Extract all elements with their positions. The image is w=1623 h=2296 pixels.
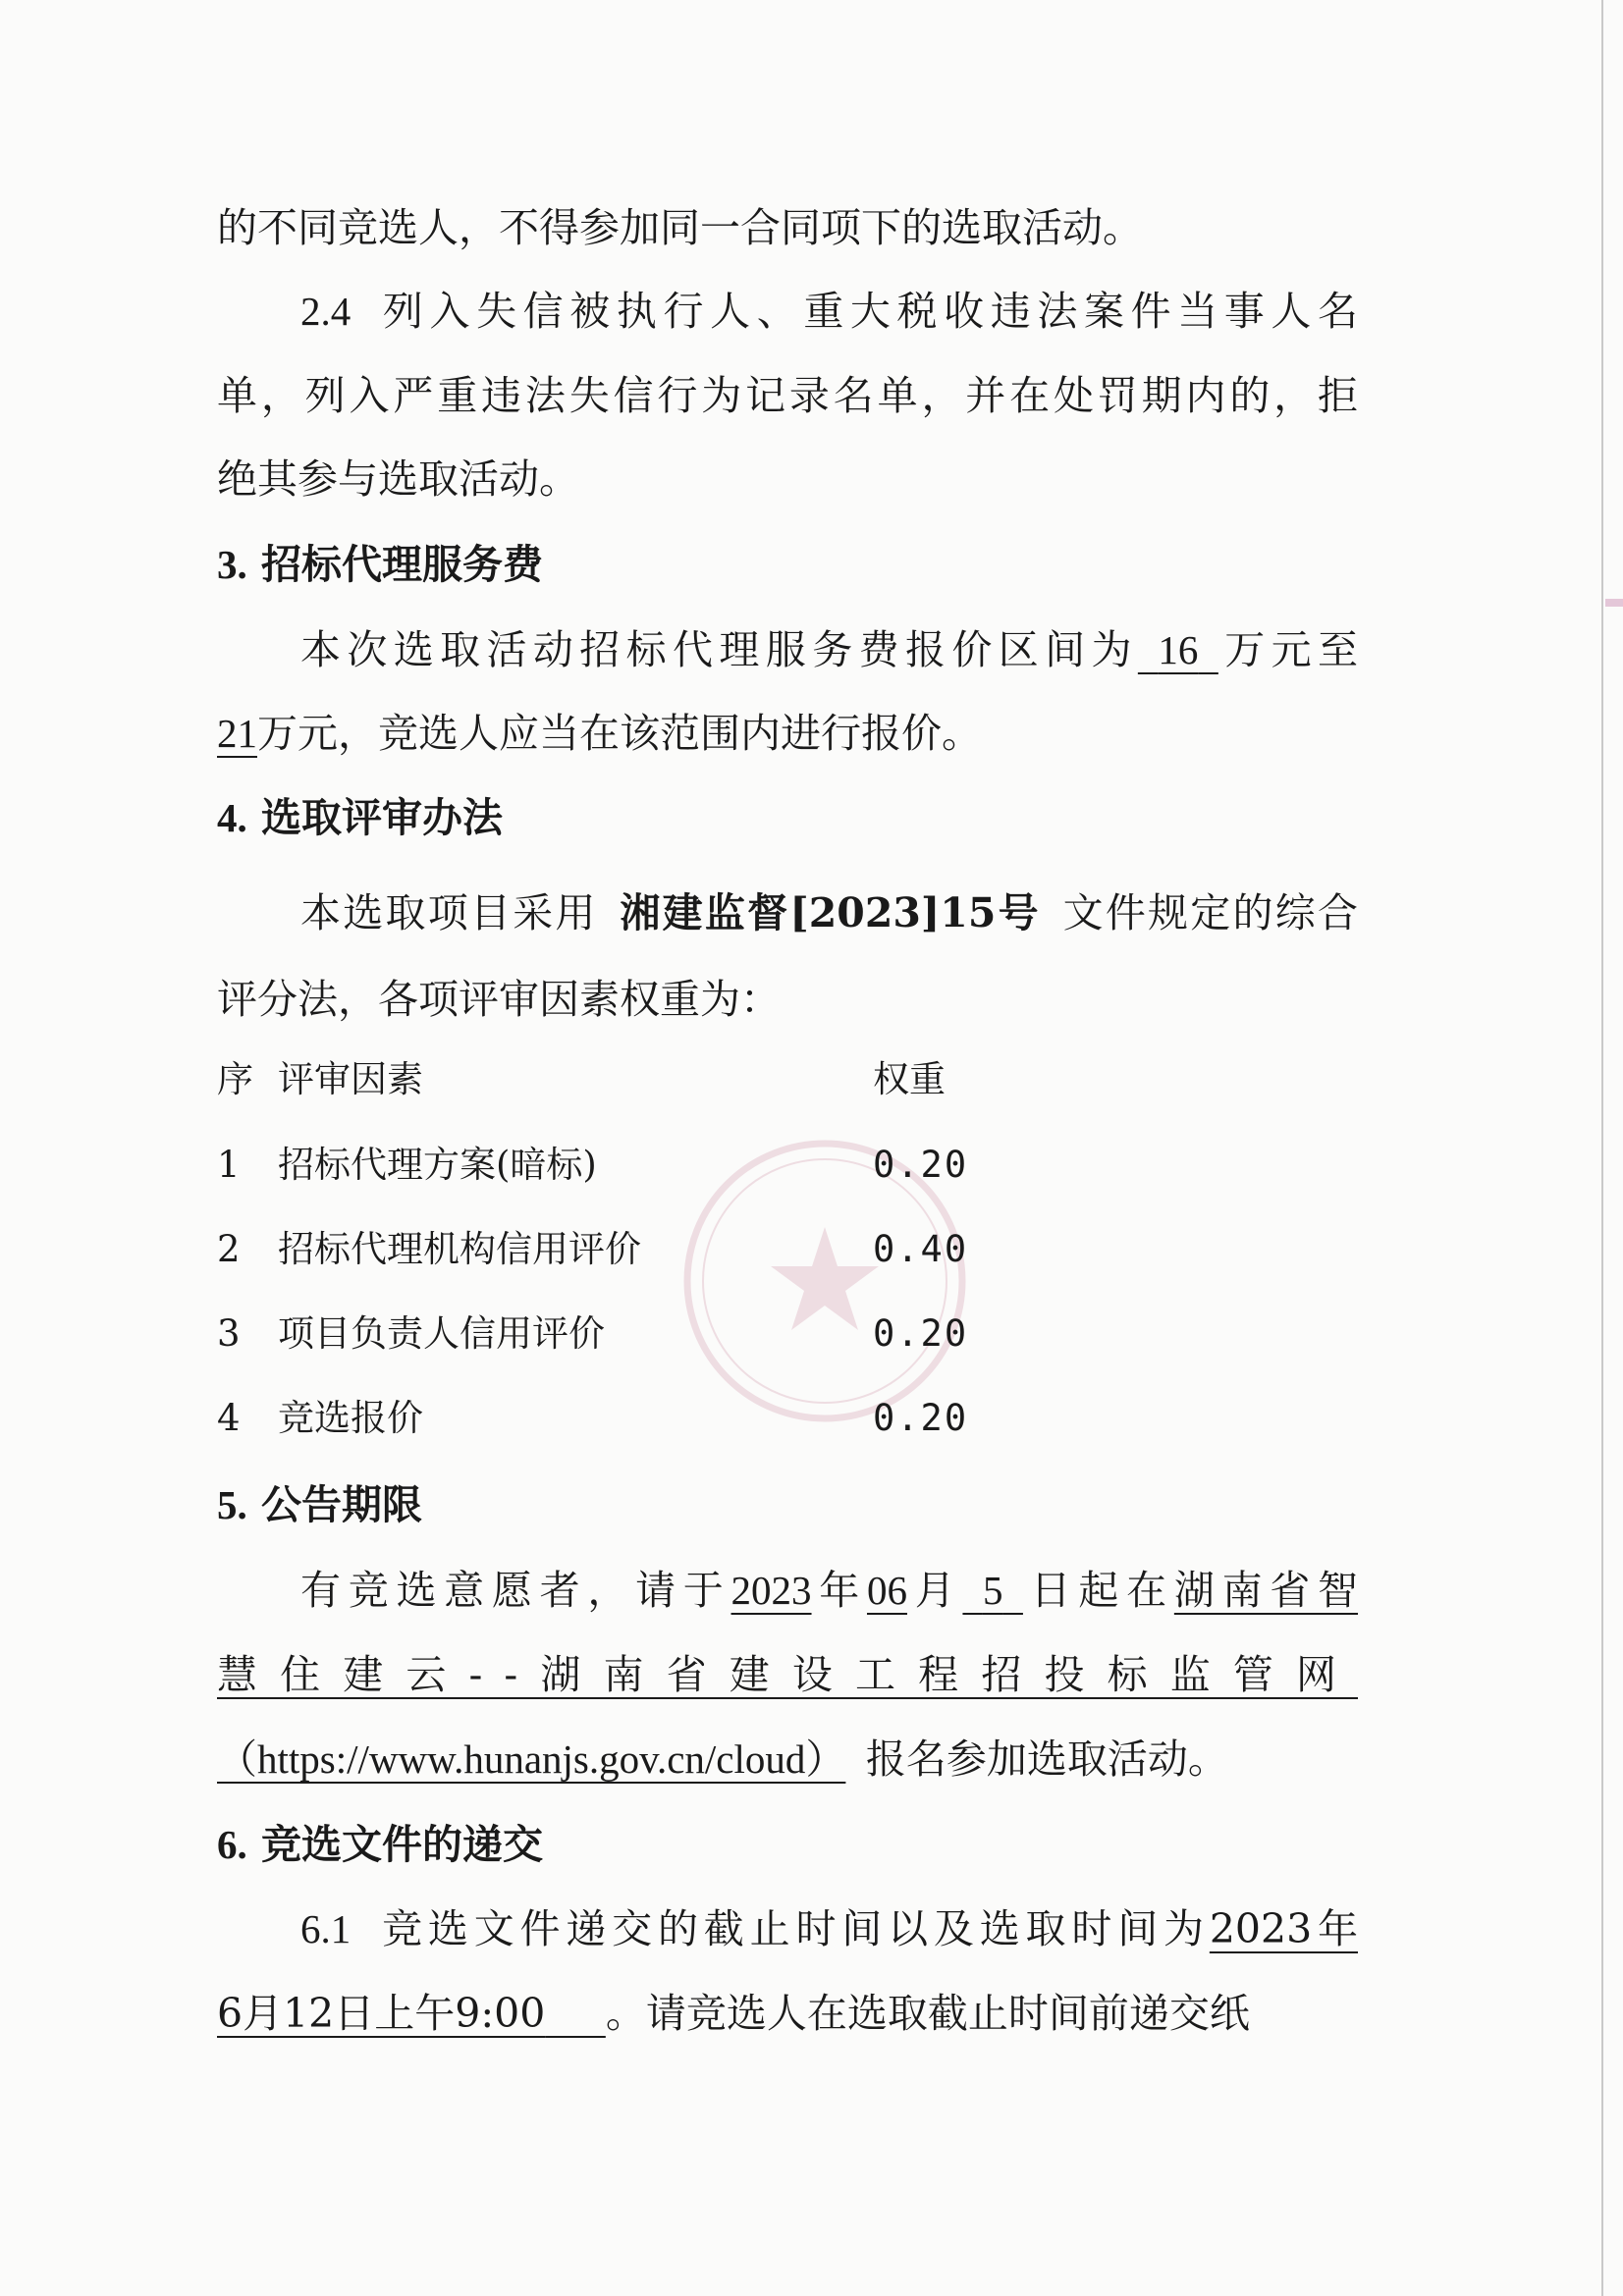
paragraph-text: 月	[906, 1567, 963, 1614]
section-title: 竞选文件的递交	[261, 1821, 544, 1868]
continuation-text: 的不同竞选人，不得参加同一合同项下的选取活动。	[217, 204, 1143, 251]
section-title: 招标代理服务费	[261, 541, 544, 588]
clause-2-4-line-2	[217, 366, 1358, 425]
clause-text: 列入失信被执行人、重大税收违法案件当事人名	[376, 288, 1358, 335]
header-no: 序	[217, 1058, 253, 1100]
row-weight: 0.20	[873, 1144, 969, 1186]
row-no: 3	[217, 1312, 241, 1355]
fee-min-value	[1138, 627, 1218, 672]
row-factor: 招标代理方案(暗标)	[278, 1144, 597, 1186]
platform-name-part-2: 慧住建云--湖南省建设工程招投标监管网	[217, 1651, 1358, 1698]
section-5-line-2	[217, 1645, 1358, 1704]
paragraph-text: 日起在	[1022, 1567, 1174, 1614]
date-day: 5	[982, 1568, 1003, 1613]
paragraph-text: 万元至	[1217, 626, 1359, 673]
paragraph-text: 有竞选意愿者，请于	[300, 1567, 731, 1614]
clause-text: 单，列入严重违法失信行为记录名单，并在处罚期内的，拒	[217, 372, 1358, 419]
section-6-line-2	[217, 1984, 1358, 2043]
row-factor: 招标代理机构信用评价	[278, 1228, 641, 1270]
paragraph-text: 报名参加选取活动。	[865, 1735, 1228, 1783]
row-weight: 0.40	[873, 1228, 969, 1270]
clause-2-4-line-1	[300, 282, 1358, 341]
regulation-reference: 湘建监督[2023]15号	[618, 889, 1041, 936]
section-4-line-2	[217, 970, 1358, 1029]
fee-min: 16	[1158, 627, 1199, 672]
section-5-line-3	[217, 1730, 1358, 1789]
platform-name-part-1: 湖南省智	[1173, 1567, 1359, 1614]
section-6-line-1	[300, 1899, 1358, 1958]
date-year: 2023	[730, 1568, 812, 1613]
fee-max: 21	[217, 711, 257, 756]
paragraph-text: 评分法，各项评审因素权重为：	[217, 976, 781, 1023]
paragraph-text: 。请竞选人在选取截止时间前递交纸	[605, 1990, 1250, 2037]
section-number: 3.	[217, 542, 247, 587]
continuation-line	[217, 198, 1358, 257]
row-no: 2	[217, 1228, 241, 1270]
row-factor: 项目负责人信用评价	[278, 1312, 605, 1355]
platform-url[interactable]: （https://www.hunanjs.gov.cn/cloud）	[217, 1736, 846, 1782]
date-day-value	[962, 1568, 1023, 1613]
section-5-heading	[217, 1475, 1358, 1534]
paragraph-text: 万元，竞选人应当在该范围内进行报价。	[257, 710, 982, 757]
section-4-heading	[217, 788, 1358, 847]
section-3-line-1	[300, 620, 1358, 679]
row-weight: 0.20	[873, 1312, 969, 1355]
row-factor: 竞选报价	[278, 1397, 423, 1439]
deadline-part-2-value	[217, 1990, 606, 2037]
section-4-line-1	[300, 883, 1358, 942]
section-3-heading	[217, 535, 1358, 594]
deadline-part-1: 2023年	[1209, 1905, 1359, 1952]
row-no: 4	[217, 1397, 241, 1439]
page-edge	[1601, 0, 1603, 2296]
clause-number: 6.1	[300, 1906, 352, 1951]
clause-2-4-line-3	[217, 450, 1358, 508]
row-weight: 0.20	[873, 1397, 969, 1439]
row-no: 1	[217, 1144, 241, 1186]
clause-text: 绝其参与选取活动。	[217, 455, 579, 503]
page-edge-mark	[1605, 599, 1623, 607]
section-5-line-1	[300, 1561, 1358, 1620]
section-title: 公告期限	[261, 1481, 423, 1528]
clause-number: 2.4	[300, 289, 352, 334]
section-number: 4.	[217, 795, 247, 840]
paragraph-text: 文件规定的综合	[1060, 889, 1359, 936]
paragraph-text: 本次选取活动招标代理服务费报价区间为	[300, 626, 1138, 673]
header-weight: 权重	[873, 1058, 946, 1100]
section-number: 6.	[217, 1822, 247, 1867]
paragraph-text: 竞选文件递交的截止时间以及选取时间为	[376, 1905, 1210, 1952]
section-6-heading	[217, 1815, 1358, 1874]
date-month: 06	[866, 1568, 907, 1613]
section-title: 选取评审办法	[261, 794, 504, 841]
header-factor: 评审因素	[278, 1058, 423, 1100]
paragraph-text: 年	[811, 1567, 867, 1614]
section-number: 5.	[217, 1482, 247, 1527]
deadline-part-2: 6月12日上午9:00	[217, 1990, 546, 2037]
paragraph-text: 本选取项目采用	[300, 889, 598, 936]
section-3-line-2	[217, 704, 1358, 763]
